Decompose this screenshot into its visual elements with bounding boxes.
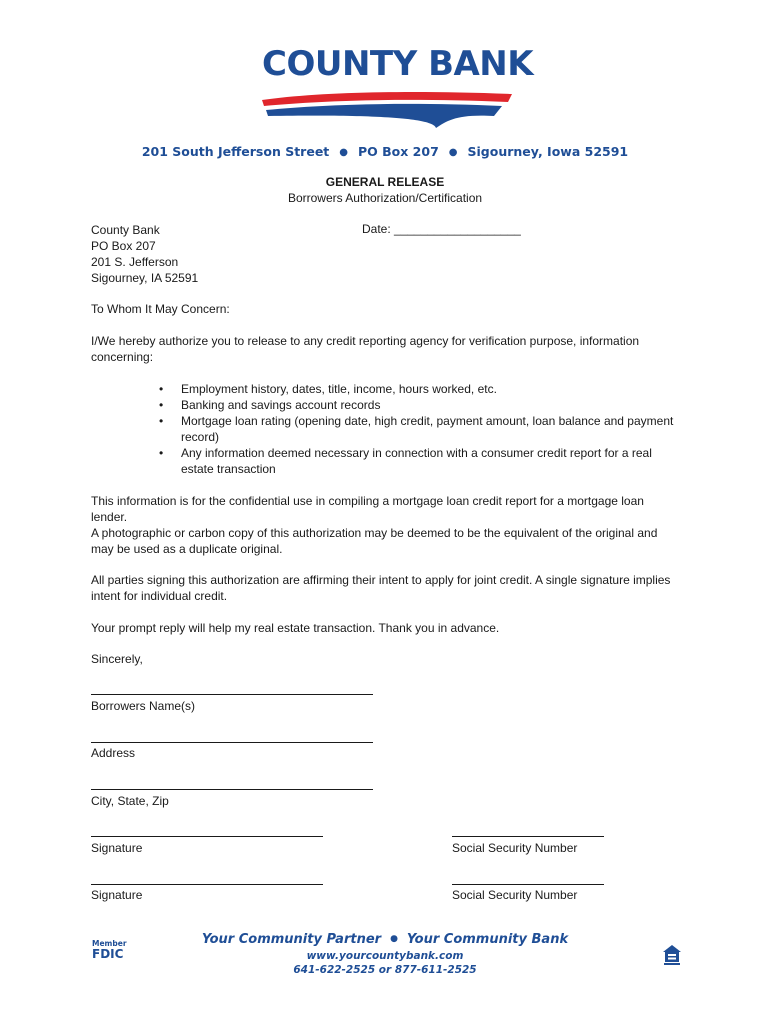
recipient-address: [91, 222, 198, 286]
footer-phones: 641-622-2525 or 877-611-2525: [293, 964, 477, 976]
document-title: GENERAL RELEASE: [325, 175, 445, 189]
address-label: Address: [91, 746, 136, 760]
address-pobox: PO Box 207: [358, 144, 439, 159]
fdic-member-text: Member: [92, 939, 127, 948]
ssn-label-2: Social Security Number: [452, 888, 578, 902]
authorization-list: [159, 381, 681, 477]
ssn-line-2[interactable]: [452, 884, 604, 885]
ssn-label-1: Social Security Number: [452, 841, 578, 855]
recipient-line: County Bank: [91, 223, 160, 237]
bullet-separator-icon: ●: [339, 147, 349, 158]
signature-label-2: Signature: [91, 888, 143, 902]
bullet-icon: •: [159, 398, 164, 412]
bank-logo-swoosh: [258, 88, 516, 130]
list-item: • Employment history, dates, title, income, hours worked, etc.: [159, 382, 497, 396]
bullet-separator-icon: ●: [390, 934, 398, 944]
recipient-line: Sigourney, IA 52591: [91, 271, 199, 285]
address-line[interactable]: [91, 742, 373, 743]
intro-paragraph: I/We hereby authorize you to release to any credit reporting agency for verification purpose, information concerning:: [91, 334, 640, 364]
recipient-line: 201 S. Jefferson: [91, 255, 179, 269]
joint-credit-paragraph: All parties signing this authorization are affirming their intent to apply for joint credit. A single signature implies intent for individual credit.: [91, 573, 671, 603]
list-item: • Any information deemed necessary in connection with a consumer credit report for a real estate transaction: [159, 446, 652, 476]
bank-address: [0, 144, 770, 159]
address-city: Sigourney, Iowa 52591: [467, 144, 629, 159]
tagline-partner: Your Community Partner: [201, 932, 382, 947]
ssn-line-1[interactable]: [452, 836, 604, 837]
borrowers-name-line[interactable]: [91, 694, 373, 695]
bullet-icon: •: [159, 414, 164, 428]
bullet-icon: •: [159, 446, 164, 460]
recipient-line: PO Box 207: [91, 239, 156, 253]
bullet-separator-icon: ●: [448, 147, 458, 158]
footer-website[interactable]: www.yourcountybank.com: [306, 950, 464, 962]
tagline-bank: Your Community Bank: [406, 932, 569, 947]
thanks-paragraph: Your prompt reply will help my real estate transaction. Thank you in advance.: [91, 621, 500, 635]
bullet-icon: •: [159, 382, 164, 396]
bank-logo-text: COUNTY BANK: [262, 44, 534, 84]
document-subtitle: Borrowers Authorization/Certification: [287, 191, 483, 205]
salutation: To Whom It May Concern:: [91, 302, 230, 316]
equal-housing-lender-icon: [662, 944, 682, 966]
list-item: • Mortgage loan rating (opening date, high credit, payment amount, loan balance and payment record): [159, 414, 674, 444]
city-state-zip-line[interactable]: [91, 789, 373, 790]
borrowers-name-label: Borrowers Name(s): [91, 699, 196, 713]
signature-line-1[interactable]: [91, 836, 323, 837]
date-field[interactable]: Date: ___________________: [362, 222, 521, 236]
address-street: 201 South Jefferson Street: [141, 144, 330, 159]
footer-tagline: [0, 932, 770, 947]
copy-paragraph: A photographic or carbon copy of this authorization may be deemed to be the equivalent of the original and may be used as a duplicate original.: [91, 526, 658, 556]
closing: Sincerely,: [91, 652, 143, 666]
fdic-text: FDIC: [92, 947, 124, 961]
list-item: • Banking and savings account records: [159, 398, 381, 412]
confidential-paragraph: This information is for the confidential use in compiling a mortgage loan credit report for a mortgage loan lender.: [91, 494, 644, 524]
city-state-zip-label: City, State, Zip: [91, 794, 169, 808]
signature-label-1: Signature: [91, 841, 143, 855]
signature-line-2[interactable]: [91, 884, 323, 885]
